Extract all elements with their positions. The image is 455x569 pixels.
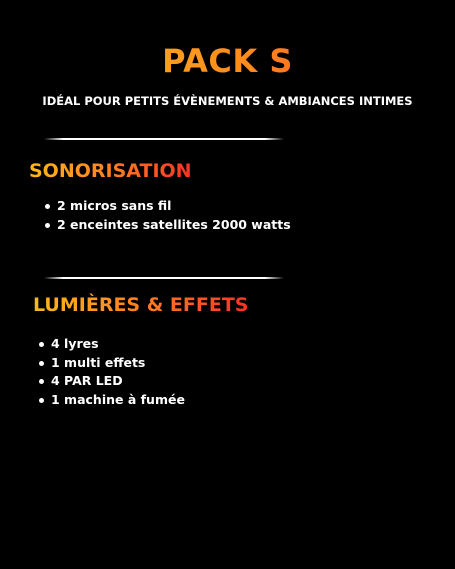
list-item: 4 PAR LED [38, 372, 185, 391]
list-item: 4 lyres [38, 335, 185, 354]
section-heading-sonorisation: SONORISATION [29, 160, 192, 182]
lumieres-effets-list [38, 335, 185, 409]
divider [44, 138, 284, 140]
list-item: 2 micros sans fil [44, 197, 291, 216]
section-heading-lumieres-effets: LUMIÈRES & EFFETS [33, 294, 249, 316]
sonorisation-list [44, 197, 291, 234]
list-item: 1 machine à fumée [38, 391, 185, 410]
divider [44, 277, 284, 279]
list-item: 2 enceintes satellites 2000 watts [44, 216, 291, 235]
pack-subtitle: IDÉAL POUR PETITS ÉVÈNEMENTS & AMBIANCES INTIMES [42, 94, 413, 108]
pack-title: PACK S [0, 40, 455, 82]
list-item: 1 multi effets [38, 354, 185, 373]
